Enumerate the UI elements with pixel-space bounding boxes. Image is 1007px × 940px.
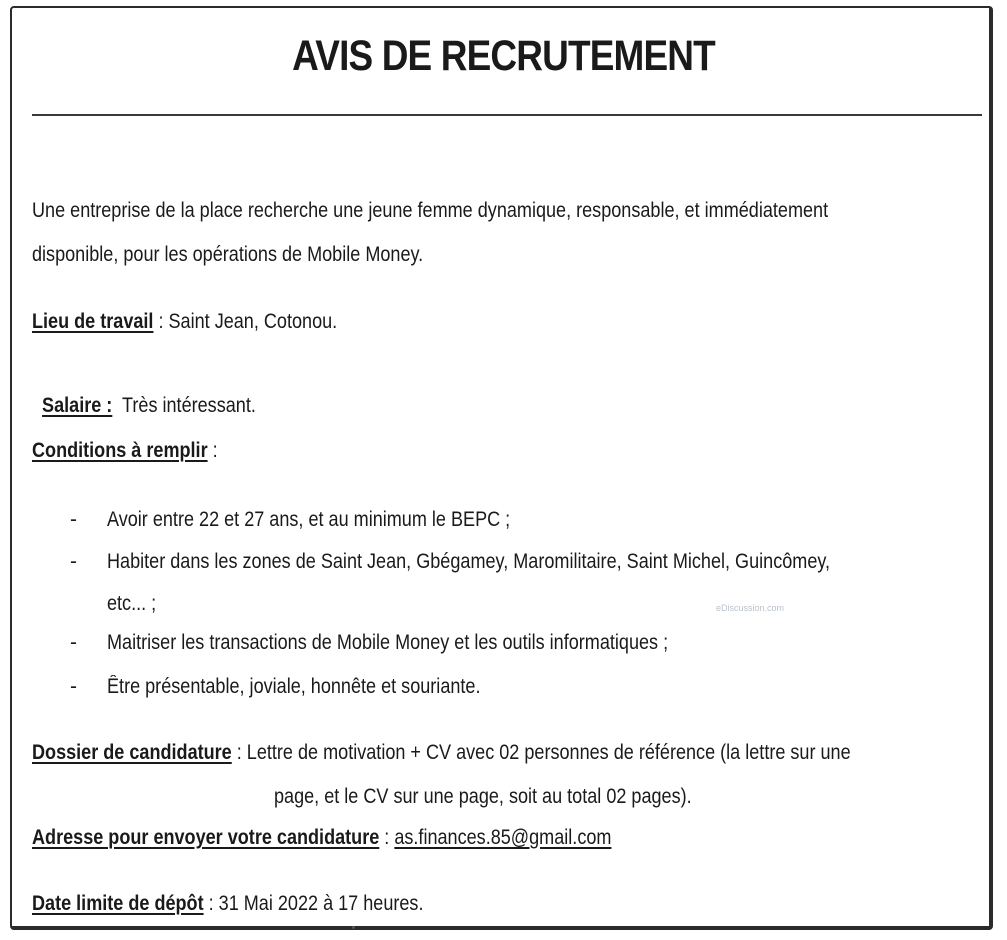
bullet-dash: - [70,675,77,698]
conditions-separator: : [207,439,218,462]
salaire-label: Salaire : [42,394,113,417]
intro-line-2: disponible, pour les opérations de Mobile Money. [32,243,424,266]
dossier-line-1: Lettre de motivation + CV avec 02 personnes de référence (la lettre sur une [246,741,851,764]
date-label: Date limite de dépôt [32,892,204,915]
bullet-dash: - [70,508,77,531]
adresse-separator: : [379,826,395,849]
condition-item: Être présentable, joviale, honnête et souriante. [107,675,481,698]
condition-item: Maitriser les transactions de Mobile Money et les outils informatiques ; [107,631,669,654]
condition-item: Habiter dans les zones de Saint Jean, Gbégamey, Maromilitaire, Saint Michel, Guincômey, [107,550,831,573]
scan-dot [352,926,355,929]
date-row [32,893,423,914]
condition-item-continuation: etc... ; [107,592,157,615]
page-title: AVIS DE RECRUTEMENT [292,32,715,80]
watermark-text: eDiscussion.com [716,603,785,613]
date-separator: : [203,892,219,915]
bullet-dash: - [70,550,77,573]
salaire-row [32,374,256,416]
adresse-row [32,827,611,848]
salaire-value: Très intéressant. [112,394,256,417]
lieu-row [32,311,337,332]
dossier-line-2: page, et le CV sur une page, soit au total 02 pages). [274,785,692,808]
adresse-label: Adresse pour envoyer votre candidature [32,826,380,849]
intro-line-1: Une entreprise de la place recherche une jeune femme dynamique, responsable, et immédiatement [32,199,829,222]
condition-item: Avoir entre 22 et 27 ans, et au minimum le BEPC ; [107,508,511,531]
dossier-label: Dossier de candidature [32,741,232,764]
date-value: 31 Mai 2022 à 17 heures. [218,892,424,915]
conditions-row [32,440,218,461]
dossier-row [32,742,851,763]
dossier-separator: : [231,741,247,764]
bullet-dash: - [70,631,77,654]
lieu-value: Saint Jean, Cotonou. [168,310,338,333]
conditions-label: Conditions à remplir [32,439,208,462]
lieu-separator: : [153,310,169,333]
email-link[interactable]: as.finances.85@gmail.com [394,826,612,849]
lieu-label: Lieu de travail [32,310,154,333]
title-divider [32,114,982,116]
